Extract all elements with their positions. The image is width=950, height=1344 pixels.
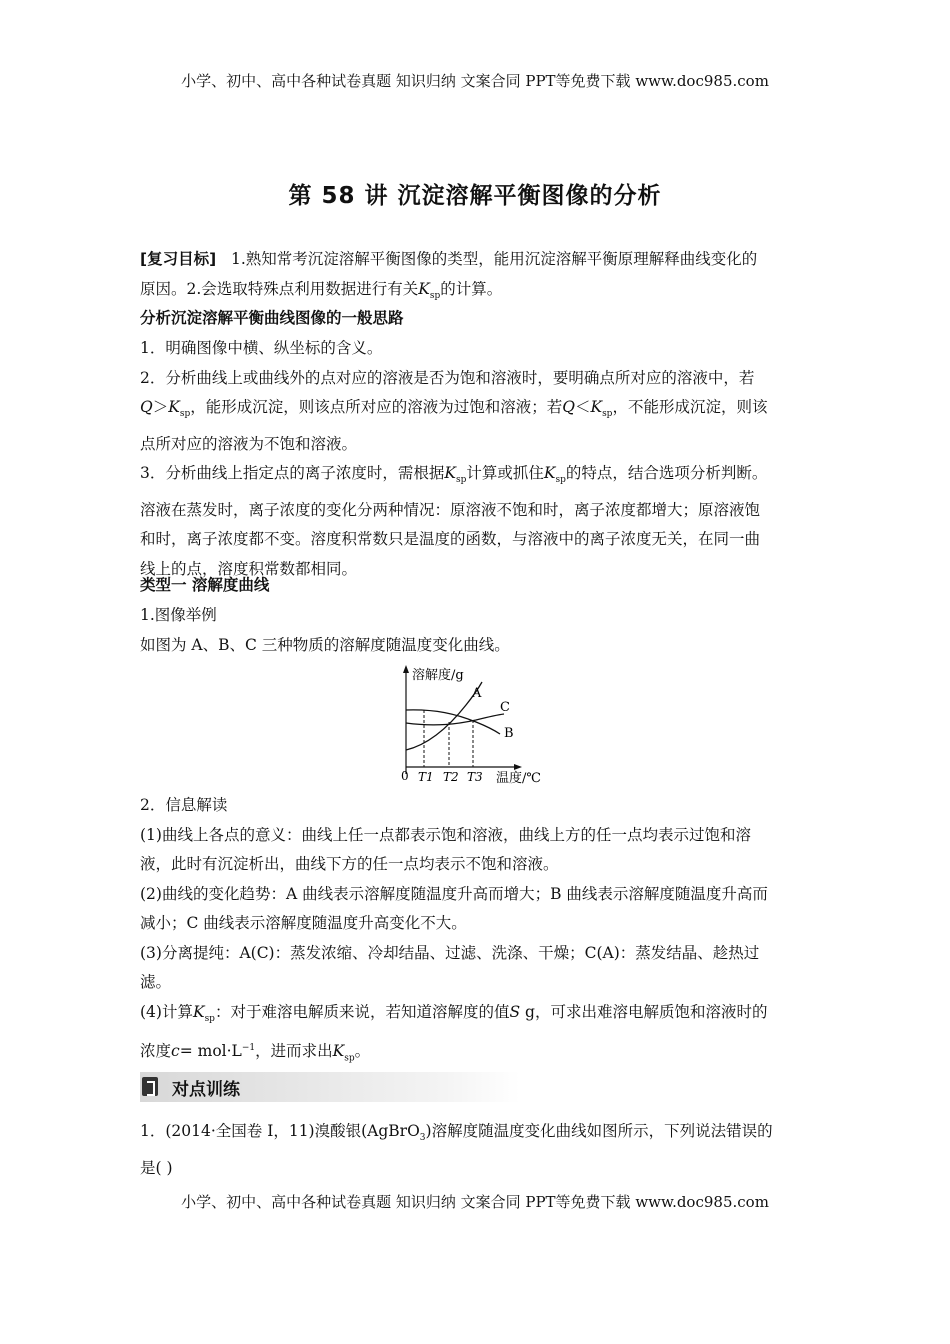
y-axis-arrow (403, 665, 409, 673)
solubility-chart (396, 662, 556, 788)
series-a-curve (406, 682, 482, 750)
question-1 (140, 1117, 816, 1183)
practice-banner (140, 1072, 520, 1102)
question-1-line1: 1．(2014·全国卷 Ⅰ，11)溴酸银(AgBrO$_3$)溶解度随温度变化曲线如图所示，下列说法错误的 (140, 1122, 773, 1144)
k-symbol: K (418, 279, 430, 298)
item-3-line4: 线上的点，溶度积常数都相同。 (140, 559, 358, 578)
reading-2-line2: 减小；C 曲线表示溶解度随温度升高变化不大。 (140, 914, 467, 932)
item-2-line1: 2．分析曲线上或曲线外的点对应的溶液是否为饱和溶液时，要明确点所对应的溶液中，若 (140, 368, 755, 387)
type1-intro: 如图为 A、B、C 三种物质的溶解度随温度变化曲线。 (140, 636, 510, 654)
reading-2-line1: (2)曲线的变化趋势：A 曲线表示溶解度随温度升高而增大；B 曲线表示溶解度随温度升高而 (140, 884, 768, 903)
type1-sub2: 2．信息解读 (140, 796, 228, 814)
item-3-line3: 和时，离子浓度都不变。溶度积常数只是温度的函数，与溶液中的离子浓度无关，在同一曲 (140, 530, 761, 549)
goals-line1: 1.熟知常考沉淀溶解平衡图像的类型，能用沉淀溶解平衡原理解释曲线变化的 (230, 250, 758, 268)
series-b-curve (406, 710, 500, 734)
reading-3-line1: (3)分离提纯：A(C)：蒸发浓缩、冷却结晶、过滤、洗涤、干燥；C(A)：蒸发结晶、趁热过 (140, 943, 760, 962)
sp-sub: sp (429, 290, 441, 301)
practice-icon (142, 1077, 158, 1096)
tick-label-t1: T1 (418, 770, 434, 784)
item-3-line2: 溶液在蒸发时，离子浓度的变化分两种情况：原溶液不饱和时，离子浓度都增大；原溶液饱 (140, 500, 761, 519)
item-2-line3: 点所对应的溶液为不饱和溶液。 (140, 434, 358, 453)
type1-heading: 类型一 溶解度曲线 (140, 576, 270, 594)
type1-sub1: 1.图像举例 (140, 606, 217, 624)
item-2-line2: $Q>K_{sp}$，能形成沉淀，则该点所对应的溶液为过饱和溶液；若$Q<K_{sp}$，不能形成沉淀，则该 (140, 398, 768, 420)
goals-line2b: 的计算。 (440, 279, 503, 298)
practice-banner-label: 对点训练 (172, 1080, 240, 1100)
reading-4-line2: 浓度$c= mol\cdot L^{-1}$，进而求出$K_{sp}$。 (140, 1042, 371, 1064)
page-header: 小学、初中、高中各种试卷真题 知识归纳 文案合同 PPT等免费下载 www.doc985.com (181, 72, 769, 90)
general-approach (140, 334, 816, 584)
section-heading: 分析沉淀溶解平衡曲线图像的一般思路 (140, 309, 404, 327)
y-axis-label: 溶解度/g (412, 668, 464, 683)
tick-label-t2: T2 (443, 770, 459, 784)
reading-1-line2: 液，此时有沉淀析出，曲线下方的任一点均表示不饱和溶液。 (140, 855, 559, 873)
tick-label-t3: T3 (467, 770, 483, 784)
reading-3-line2: 滤。 (140, 973, 172, 991)
item-3-line1: 3．分析曲线上指定点的离子浓度时，需根据$K_{sp}$计算或抓住$K_{sp}$的特点，结合选项分析判断。 (140, 464, 768, 486)
page-title: 第 58 讲 沉淀溶解平衡图像的分析 (288, 183, 662, 209)
question-1-line2: 是( ) (140, 1158, 173, 1177)
reading-1-line1: (1)曲线上各点的意义：曲线上任一点都表示饱和溶液，曲线上方的任一点均表示过饱和溶 (140, 825, 751, 844)
goals-label: [复习目标] (140, 250, 217, 268)
goals-line2a: 原因。2.会选取特殊点利用数据进行有关 (140, 279, 419, 298)
page-footer: 小学、初中、高中各种试卷真题 知识归纳 文案合同 PPT等免费下载 www.doc985.com (181, 1193, 769, 1211)
series-b-label: B (504, 726, 514, 741)
series-a-label: A (472, 686, 482, 701)
reading-4-line1: (4)计算$K_{sp}$：对于难溶电解质来说，若知道溶解度的值S g，可求出难溶电解质饱和溶液时的 (140, 1002, 768, 1024)
interpretation (140, 791, 816, 1074)
review-goals (140, 245, 816, 311)
series-c-label: C (500, 700, 510, 715)
item-1: 1．明确图像中横、纵坐标的含义。 (140, 339, 383, 357)
x-axis-label: 温度/℃ (496, 771, 541, 786)
origin-label: 0 (401, 769, 409, 783)
x-axis-arrow (514, 764, 522, 770)
